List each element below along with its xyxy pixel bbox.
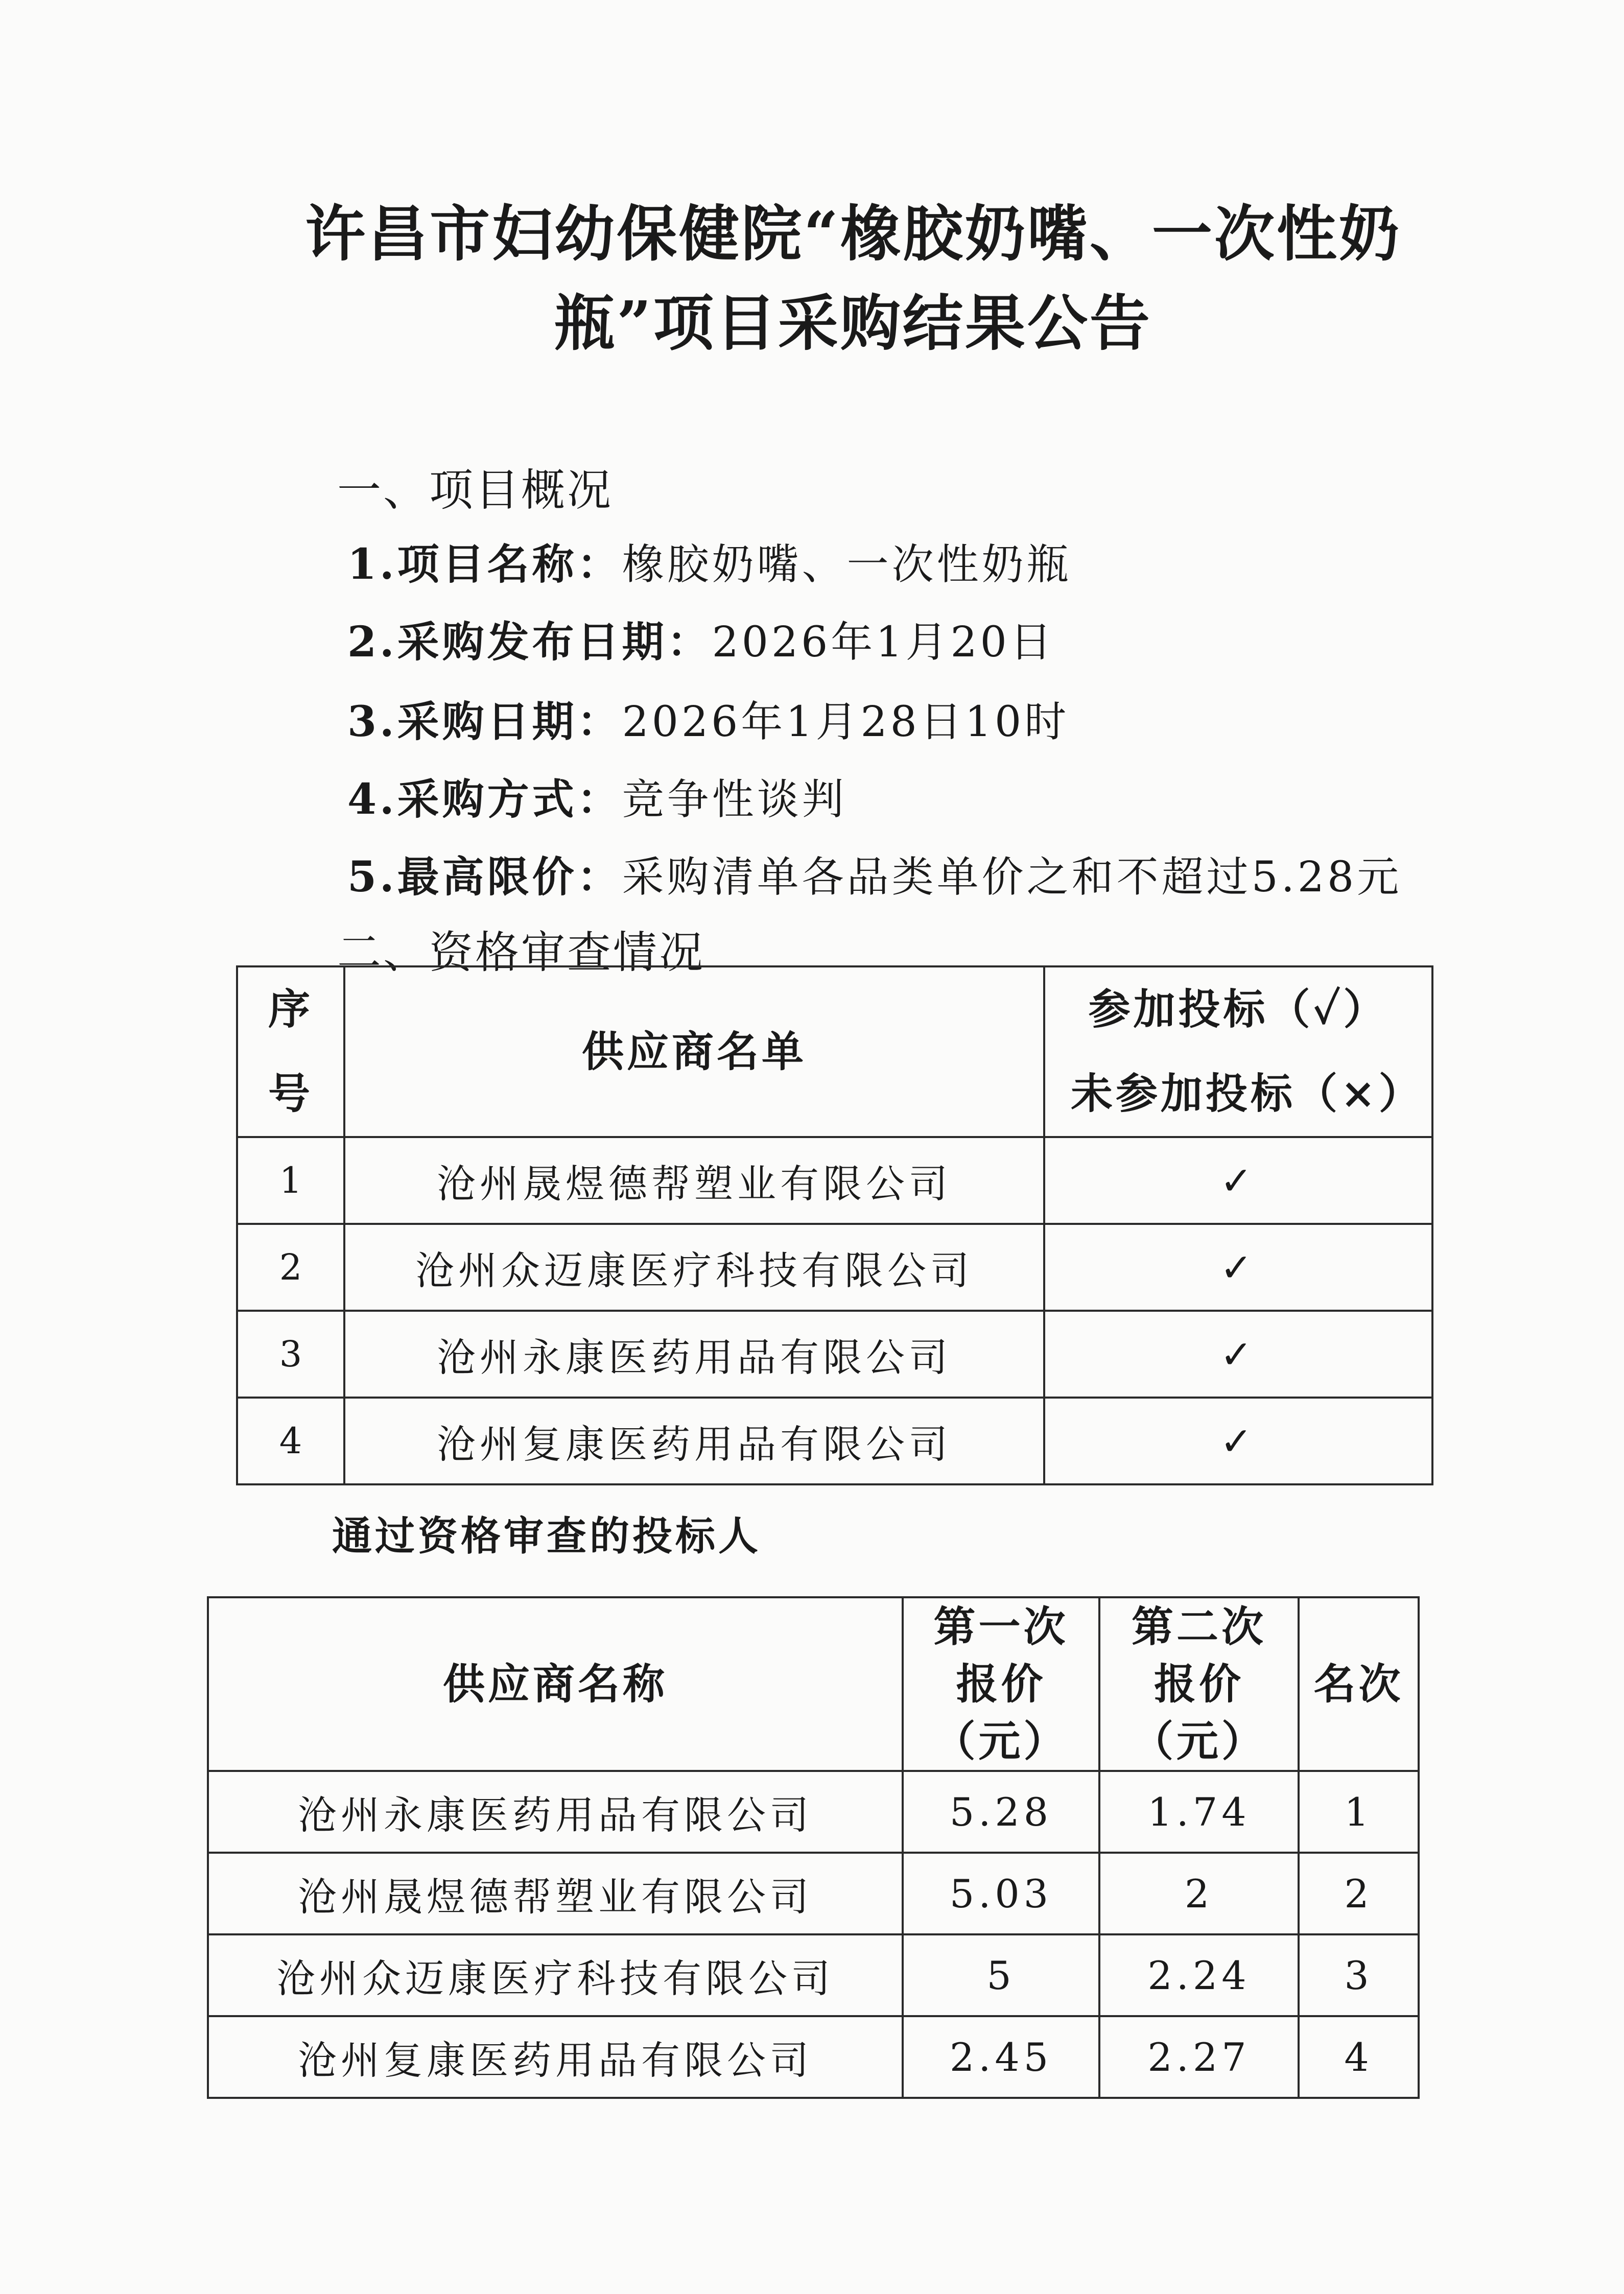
row-first-quote: 5.03 (903, 1853, 1099, 1934)
document-title: 许昌市妇幼保健院“橡胶奶嘴、一次性奶瓶”项目采购结果公告 (305, 198, 1401, 359)
item-value: 竞争性谈判 (622, 775, 847, 824)
table-row (237, 1398, 1432, 1484)
row-second-quote: 2.24 (1099, 1934, 1299, 2016)
item-value: 橡胶奶嘴、一次性奶瓶 (622, 540, 1072, 589)
row-first-quote: 5 (903, 1934, 1099, 2016)
row-supplier-name: 沧州晟煜德帮塑业有限公司 (208, 1853, 903, 1934)
qualification-table (236, 965, 1433, 1485)
check-icon: ✓ (1044, 1137, 1432, 1224)
header-second-quote: 第二次报价（元） (1099, 1597, 1299, 1771)
row-seq: 4 (237, 1398, 344, 1484)
row-supplier-name: 沧州永康医药用品有限公司 (344, 1311, 1044, 1398)
header-participation: 参加投标（✓）未参加投标（×） (1044, 966, 1432, 1137)
qualified-bidders-heading: 通过资格审查的投标人 (332, 1513, 762, 1559)
row-second-quote: 1.74 (1099, 1771, 1299, 1853)
check-icon: ✓ (1044, 1311, 1432, 1398)
row-seq: 2 (237, 1224, 344, 1311)
row-first-quote: 5.28 (903, 1771, 1099, 1853)
table-row (208, 2016, 1419, 2098)
table-row (237, 1224, 1432, 1311)
item-value: 2026年1月20日 (712, 618, 1055, 667)
header-first-quote: 第一次报价（元） (903, 1597, 1099, 1771)
item-procurement-date (347, 689, 1069, 748)
item-key: 5.最高限价： (347, 853, 622, 902)
item-publish-date (347, 609, 1055, 669)
header-supplier-list: 供应商名单 (344, 966, 1044, 1137)
item-max-price (347, 844, 1402, 904)
row-supplier-name: 沧州众迈康医疗科技有限公司 (208, 1934, 903, 2016)
row-supplier-name: 沧州众迈康医疗科技有限公司 (344, 1224, 1044, 1311)
table-header-row (208, 1597, 1419, 1771)
quotation-table (207, 1596, 1420, 2099)
row-seq: 3 (237, 1311, 344, 1398)
table-row (237, 1311, 1432, 1398)
row-rank: 4 (1299, 2016, 1419, 2098)
row-supplier-name: 沧州复康医药用品有限公司 (208, 2016, 903, 2098)
check-icon: ✓ (1044, 1398, 1432, 1484)
check-icon: ✓ (1044, 1224, 1432, 1311)
row-second-quote: 2 (1099, 1853, 1299, 1934)
table-row (208, 1934, 1419, 2016)
row-rank: 1 (1299, 1771, 1419, 1853)
table-row (237, 1137, 1432, 1224)
item-key: 2.采购发布日期： (347, 618, 712, 667)
item-key: 4.采购方式： (347, 775, 622, 824)
row-rank: 2 (1299, 1853, 1419, 1934)
header-seq: 序号 (237, 966, 344, 1137)
row-first-quote: 2.45 (903, 2016, 1099, 2098)
table-row (208, 1853, 1419, 1934)
section-heading-overview: 一、项目概况 (337, 465, 613, 516)
header-rank: 名次 (1299, 1597, 1419, 1771)
header-supplier-name: 供应商名称 (208, 1597, 903, 1771)
row-seq: 1 (237, 1137, 344, 1224)
item-procurement-method (347, 766, 847, 826)
item-value: 2026年1月28日10时 (622, 698, 1070, 746)
row-supplier-name: 沧州晟煜德帮塑业有限公司 (344, 1137, 1044, 1224)
table-row (208, 1771, 1419, 1853)
table-header-row (237, 966, 1432, 1137)
row-second-quote: 2.27 (1099, 2016, 1299, 2098)
row-supplier-name: 沧州复康医药用品有限公司 (344, 1398, 1044, 1484)
item-key: 1.项目名称： (347, 540, 622, 589)
item-value: 采购清单各品类单价之和不超过5.28元 (622, 853, 1402, 902)
row-supplier-name: 沧州永康医药用品有限公司 (208, 1771, 903, 1853)
item-project-name (347, 531, 1072, 591)
section-heading-qualification: 二、资格审查情况 (337, 927, 705, 978)
item-key: 3.采购日期： (347, 697, 622, 746)
row-rank: 3 (1299, 1934, 1419, 2016)
